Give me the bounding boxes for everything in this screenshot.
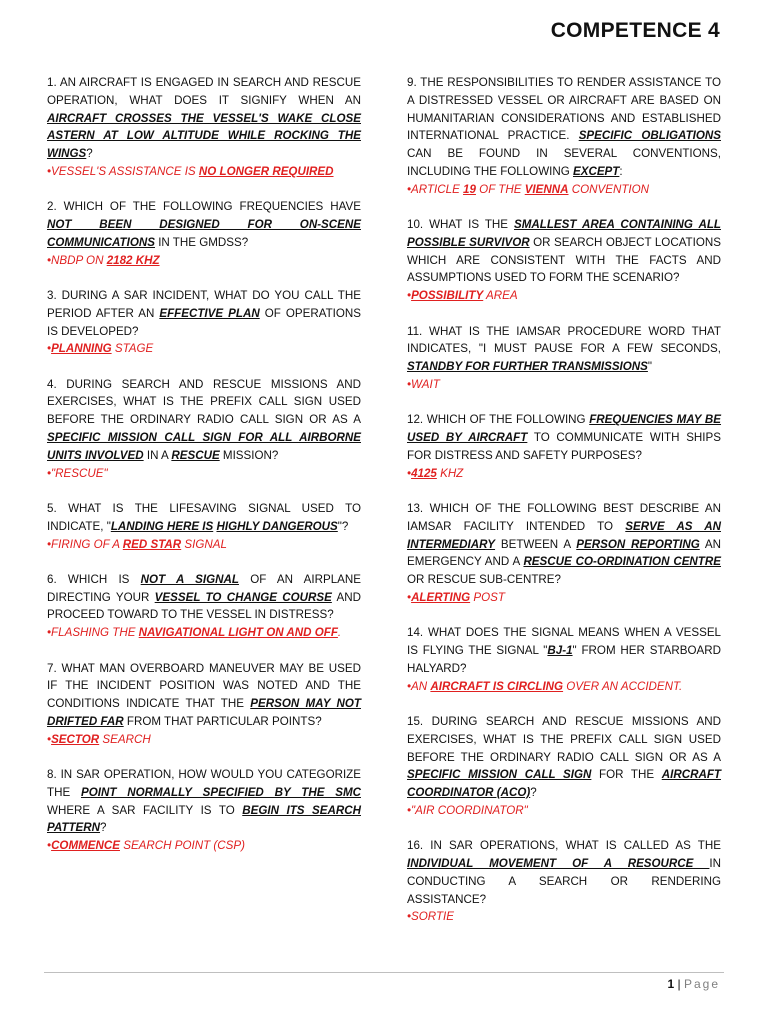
text-segment: IN CONDUCTING A SEARCH OR RENDERING ASSISTANCE? bbox=[407, 856, 721, 906]
keyword: RESCUE bbox=[171, 448, 220, 462]
text-segment: KHZ bbox=[436, 466, 464, 480]
keyword: PERSON MAY NOT DRIFTED FAR bbox=[47, 697, 361, 728]
question bbox=[407, 74, 721, 181]
keyword: BJ-1 bbox=[547, 644, 573, 658]
answer bbox=[407, 376, 721, 394]
question bbox=[407, 323, 721, 376]
keyword: PLANNING bbox=[51, 342, 112, 356]
keyword: SMALLEST AREA CONTAINING ALL POSSIBLE SURVIVOR bbox=[407, 218, 721, 249]
text-segment: ? bbox=[100, 821, 107, 835]
answer bbox=[407, 181, 721, 199]
text-segment: 7. WHAT MAN OVERBOARD MANEUVER MAY BE USED IF THE INCIDENT POSITION WAS NOTED AND THE CONDITIONS INDICATE THAT THE bbox=[47, 661, 361, 711]
text-segment: • bbox=[47, 342, 52, 356]
text-segment: 9. THE RESPONSIBILITIES TO RENDER ASSISTANCE TO A DISTRESSED VESSEL OR AIRCRAFT ARE BASED ON HUMANITARIAN CONSIDERATIONS AND ESTABLISHED INTERNATIONAL PRACTICE. bbox=[407, 76, 721, 143]
question bbox=[47, 287, 361, 340]
answer bbox=[407, 802, 721, 820]
text-segment: 6. WHICH IS bbox=[47, 572, 141, 586]
text-segment: AN EMERGENCY AND A bbox=[407, 537, 722, 569]
text-segment: OR SEARCH OBJECT LOCATIONS WHICH ARE CONSISTENT WITH THE FACTS AND ASSUMPTIONS USED TO FORM THE SCENARIO? bbox=[407, 235, 721, 285]
answer bbox=[47, 624, 361, 642]
keyword: AIRCRAFT COORDINATOR (ACO) bbox=[407, 768, 721, 800]
text-segment: SEARCH POINT (CSP) bbox=[119, 839, 245, 853]
text-segment: OF AN AIRPLANE DIRECTING YOUR bbox=[47, 572, 361, 604]
keyword: HIGHLY DANGEROUS bbox=[216, 519, 338, 533]
question bbox=[47, 660, 361, 731]
keyword: VESSEL TO CHANGE COURSE bbox=[154, 590, 332, 604]
text-segment: • bbox=[407, 590, 412, 604]
text-segment: • bbox=[407, 466, 412, 480]
right-column bbox=[407, 74, 721, 944]
text-segment: POST bbox=[470, 590, 505, 604]
keyword: SECTOR bbox=[51, 732, 100, 746]
keyword: ALERTING bbox=[411, 590, 471, 604]
text-segment: SIGNAL bbox=[181, 537, 227, 551]
text-segment: •"AIR COORDINATOR" bbox=[407, 803, 528, 817]
text-segment: FOR THE bbox=[591, 768, 662, 782]
text-segment: OR RESCUE SUB-CENTRE? bbox=[407, 573, 561, 587]
text-segment: IN THE GMDSS? bbox=[154, 235, 249, 249]
text-segment: •NBDP ON bbox=[47, 253, 107, 267]
text-segment: FROM THAT PARTICULAR POINTS? bbox=[123, 714, 322, 728]
text-segment: • bbox=[407, 289, 412, 303]
keyword: SPECIFIC OBLIGATIONS bbox=[578, 129, 721, 143]
question bbox=[47, 500, 361, 536]
text-segment: CAN BE FOUND IN SEVERAL CONVENTIONS, INCLUDING THE FOLLOWING bbox=[407, 147, 721, 178]
keyword: EXCEPT bbox=[572, 164, 620, 178]
text-segment: • bbox=[47, 732, 52, 746]
keyword: RED STAR bbox=[122, 537, 182, 551]
answer bbox=[47, 340, 361, 358]
text-segment: •ARTICLE bbox=[407, 182, 464, 196]
keyword: FREQUENCIES MAY BE USED BY AIRCRAFT bbox=[407, 413, 722, 445]
text-segment: TO COMMUNICATE WITH SHIPS FOR DISTRESS AND SAFETY PURPOSES? bbox=[407, 431, 721, 462]
question bbox=[407, 216, 721, 287]
keyword: BEGIN ITS SEARCH PATTERN bbox=[47, 803, 361, 835]
text-segment: 10. WHAT IS THE bbox=[407, 218, 514, 232]
text-segment: "? bbox=[337, 519, 349, 533]
text-segment: 3. DURING A SAR INCIDENT, WHAT DO YOU CALL THE PERIOD AFTER AN bbox=[47, 288, 361, 320]
page-title: COMPETENCE 4 bbox=[550, 19, 720, 42]
keyword: SPECIFIC MISSION CALL SIGN FOR ALL AIRBORNE UNITS INVOLVED bbox=[47, 431, 361, 462]
keyword: SERVE AS AN INTERMEDIARY bbox=[407, 519, 721, 551]
text-segment: OF THE bbox=[475, 182, 525, 196]
keyword: POINT NORMALLY SPECIFIED BY THE SMC bbox=[80, 785, 361, 799]
text-segment: ? bbox=[86, 147, 93, 161]
text-segment: 2. WHICH OF THE FOLLOWING FREQUENCIES HAVE bbox=[47, 200, 361, 214]
text-segment: WHERE A SAR FACILITY IS TO bbox=[47, 803, 243, 817]
page-footer bbox=[667, 977, 720, 991]
question bbox=[47, 198, 361, 251]
question bbox=[47, 376, 361, 465]
text-segment: STAGE bbox=[111, 342, 154, 356]
footer-divider bbox=[44, 972, 724, 973]
answer bbox=[407, 589, 721, 607]
keyword: STANDBY FOR FURTHER TRANSMISSIONS bbox=[407, 360, 648, 374]
answer bbox=[47, 252, 361, 270]
text-segment: 4. DURING SEARCH AND RESCUE MISSIONS AND EXERCISES, WHAT IS THE PREFIX CALL SIGN USED BEFORE THE ORDINARY RADIO CALL SIGN OR AS A bbox=[47, 377, 361, 427]
text-segment: 14. WHAT DOES THE SIGNAL MEANS WHEN A VESSEL IS FLYING THE SIGNAL " bbox=[407, 626, 721, 658]
keyword: 4125 bbox=[411, 466, 437, 480]
answer bbox=[47, 837, 361, 855]
text-segment: •AN bbox=[407, 679, 431, 693]
text-segment: •FLASHING THE bbox=[47, 626, 139, 640]
text-segment: 1. AN AIRCRAFT IS ENGAGED IN SEARCH AND RESCUE OPERATION, WHAT DOES IT SIGNIFY WHEN AN bbox=[47, 76, 361, 107]
text-segment: BETWEEN A bbox=[495, 537, 577, 551]
text-segment: •"RESCUE" bbox=[47, 466, 108, 480]
keyword: COMMENCE bbox=[51, 839, 120, 853]
question bbox=[47, 766, 361, 837]
keyword: AIRCRAFT IS CIRCLING bbox=[430, 679, 564, 693]
answer bbox=[47, 163, 361, 181]
left-column bbox=[47, 74, 361, 872]
text-segment: 13. WHICH OF THE FOLLOWING BEST DESCRIBE AN IAMSAR FACILITY INTENDED TO bbox=[407, 501, 721, 533]
text-segment: •WAIT bbox=[407, 377, 440, 391]
question bbox=[407, 837, 721, 908]
answer bbox=[407, 678, 721, 696]
text-segment: •VESSEL'S ASSISTANCE IS bbox=[47, 164, 199, 178]
question bbox=[407, 411, 721, 464]
keyword: NO LONGER REQUIRED bbox=[198, 164, 334, 178]
keyword: 2182 KHZ bbox=[106, 253, 160, 267]
text-segment: 8. IN SAR OPERATION, HOW WOULD YOU CATEGORIZE THE bbox=[47, 768, 361, 799]
text-segment: . bbox=[337, 626, 342, 640]
text-segment: SEARCH bbox=[99, 732, 151, 746]
answer bbox=[47, 465, 361, 483]
text-segment: " bbox=[647, 360, 653, 374]
keyword: INDIVIDUAL MOVEMENT OF A RESOURCE bbox=[407, 856, 710, 870]
answer bbox=[407, 908, 721, 926]
answer bbox=[47, 731, 361, 749]
text-segment: : bbox=[619, 164, 623, 178]
question bbox=[407, 713, 721, 802]
keyword: SPECIFIC MISSION CALL SIGN bbox=[407, 768, 592, 782]
keyword: AIRCRAFT CROSSES THE VESSEL'S WAKE CLOSE ASTERN AT LOW ALTITUDE WHILE ROCKING THE WINGS bbox=[47, 111, 361, 161]
keyword: EFFECTIVE PLAN bbox=[159, 306, 260, 320]
answer bbox=[407, 287, 721, 305]
text-segment: • bbox=[47, 839, 52, 853]
text-segment: MISSION? bbox=[219, 448, 279, 462]
page-label: Page bbox=[683, 977, 720, 991]
text-segment: 5. WHAT IS THE LIFESAVING SIGNAL USED TO INDICATE, " bbox=[47, 501, 361, 533]
keyword: NAVIGATIONAL LIGHT ON AND OFF bbox=[138, 626, 338, 640]
keyword: NOT A SIGNAL bbox=[140, 572, 239, 586]
question bbox=[407, 624, 721, 677]
text-segment: CONVENTION bbox=[568, 182, 650, 196]
text-segment: OF OPERATIONS IS DEVELOPED? bbox=[47, 306, 361, 338]
question bbox=[407, 500, 721, 589]
text-segment: AREA bbox=[483, 289, 518, 303]
text-segment: 16. IN SAR OPERATIONS, WHAT IS CALLED AS THE bbox=[407, 839, 721, 853]
keyword: NOT BEEN DESIGNED FOR ON-SCENE COMMUNICATIONS bbox=[47, 218, 361, 249]
footer-separator: | bbox=[677, 977, 681, 991]
answer bbox=[47, 536, 361, 554]
text-segment: •SORTIE bbox=[407, 910, 455, 924]
question bbox=[47, 74, 361, 163]
keyword: LANDING HERE IS bbox=[110, 519, 214, 533]
answer bbox=[407, 465, 721, 483]
text-segment: 11. WHAT IS THE IAMSAR PROCEDURE WORD THAT INDICATES, "I MUST PAUSE FOR A FEW SECONDS, bbox=[407, 324, 721, 356]
keyword: VIENNA bbox=[524, 182, 569, 196]
text-segment: 15. DURING SEARCH AND RESCUE MISSIONS AND EXERCISES, WHAT IS THE PREFIX CALL SIGN USED BEFORE THE ORDINARY RADIO CALL SIGN OR AS A bbox=[407, 714, 721, 764]
text-segment: IN A bbox=[143, 448, 172, 462]
text-segment: •FIRING OF A bbox=[47, 537, 123, 551]
text-segment: ? bbox=[530, 786, 537, 800]
text-segment: OVER AN ACCIDENT. bbox=[563, 679, 683, 693]
keyword: 19 bbox=[463, 182, 476, 196]
page-number: 1 bbox=[667, 977, 675, 991]
keyword: PERSON REPORTING bbox=[576, 537, 700, 551]
text-segment: AND PROCEED TOWARD TO THE VESSEL IN DISTRESS? bbox=[47, 590, 362, 622]
keyword: RESCUE CO-ORDINATION CENTRE bbox=[523, 555, 721, 569]
question bbox=[47, 571, 361, 624]
keyword: POSSIBILITY bbox=[411, 289, 484, 303]
text-segment: 12. WHICH OF THE FOLLOWING bbox=[407, 413, 590, 427]
text-segment: " FROM HER STARBOARD HALYARD? bbox=[407, 644, 721, 675]
